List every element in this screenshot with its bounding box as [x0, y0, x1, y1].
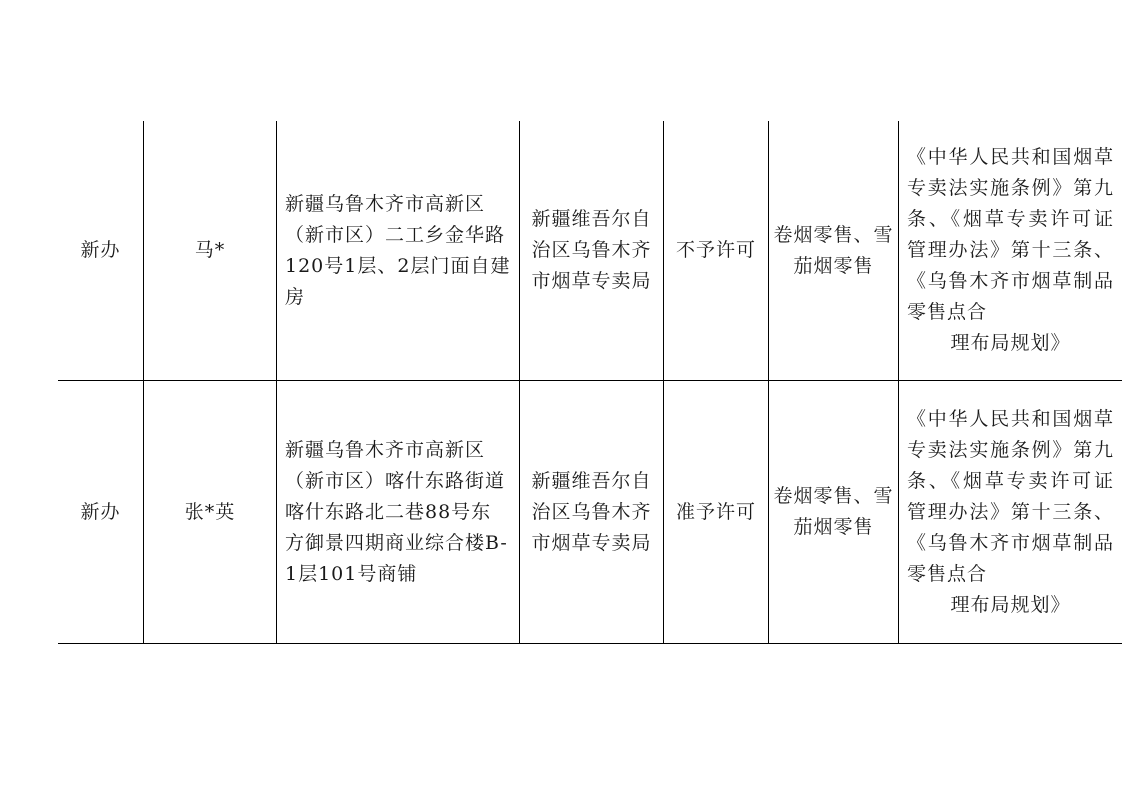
legal-basis-text: 《中华人民共和国烟草专卖法实施条例》第九条、《烟草专卖许可证管理办法》第十三条、《乌鲁木齐市烟草制品零售点合 — [907, 146, 1114, 323]
decision-result-cell: 准予许可 — [664, 381, 769, 644]
business-scope-text: 卷烟零售、雪茄烟零售 — [773, 223, 894, 277]
business-scope-text: 卷烟零售、雪茄烟零售 — [773, 485, 894, 538]
licensing-authority-text: 新疆维吾尔自治区乌鲁木齐市烟草专卖局 — [531, 208, 652, 292]
licensing-authority-cell — [520, 381, 664, 644]
license-decision-table — [58, 121, 1122, 644]
decision-result-cell: 不予许可 — [664, 121, 769, 381]
table-row — [58, 381, 1122, 644]
application-type-cell: 新办 — [58, 121, 144, 381]
business-address-text: 新疆乌鲁木齐市高新区（新市区）喀什东路街道喀什东路北二巷88号东方御景四期商业综合楼B-1层101号商铺 — [285, 438, 508, 585]
legal-basis-cell — [899, 381, 1122, 644]
business-scope-cell — [769, 121, 899, 381]
business-address-cell — [277, 121, 520, 381]
applicant-name-cell: 马* — [144, 121, 277, 381]
legal-basis-last-line: 理布局规划》 — [950, 593, 1071, 616]
licensing-authority-text: 新疆维吾尔自治区乌鲁木齐市烟草专卖局 — [531, 469, 652, 554]
business-scope-cell — [769, 381, 899, 644]
application-type-cell: 新办 — [58, 381, 144, 644]
licensing-authority-cell — [520, 121, 664, 381]
applicant-name-cell: 张*英 — [144, 381, 277, 644]
legal-basis-text: 《中华人民共和国烟草专卖法实施条例》第九条、《烟草专卖许可证管理办法》第十三条、《乌鲁木齐市烟草制品零售点合 — [907, 407, 1114, 585]
table-row — [58, 121, 1122, 381]
legal-basis-last-line: 理布局规划》 — [950, 332, 1071, 354]
business-address-text: 新疆乌鲁木齐市高新区（新市区）二工乡金华路120号1层、2层门面自建房 — [285, 192, 511, 308]
legal-basis-cell — [899, 121, 1122, 381]
business-address-cell — [277, 381, 520, 644]
